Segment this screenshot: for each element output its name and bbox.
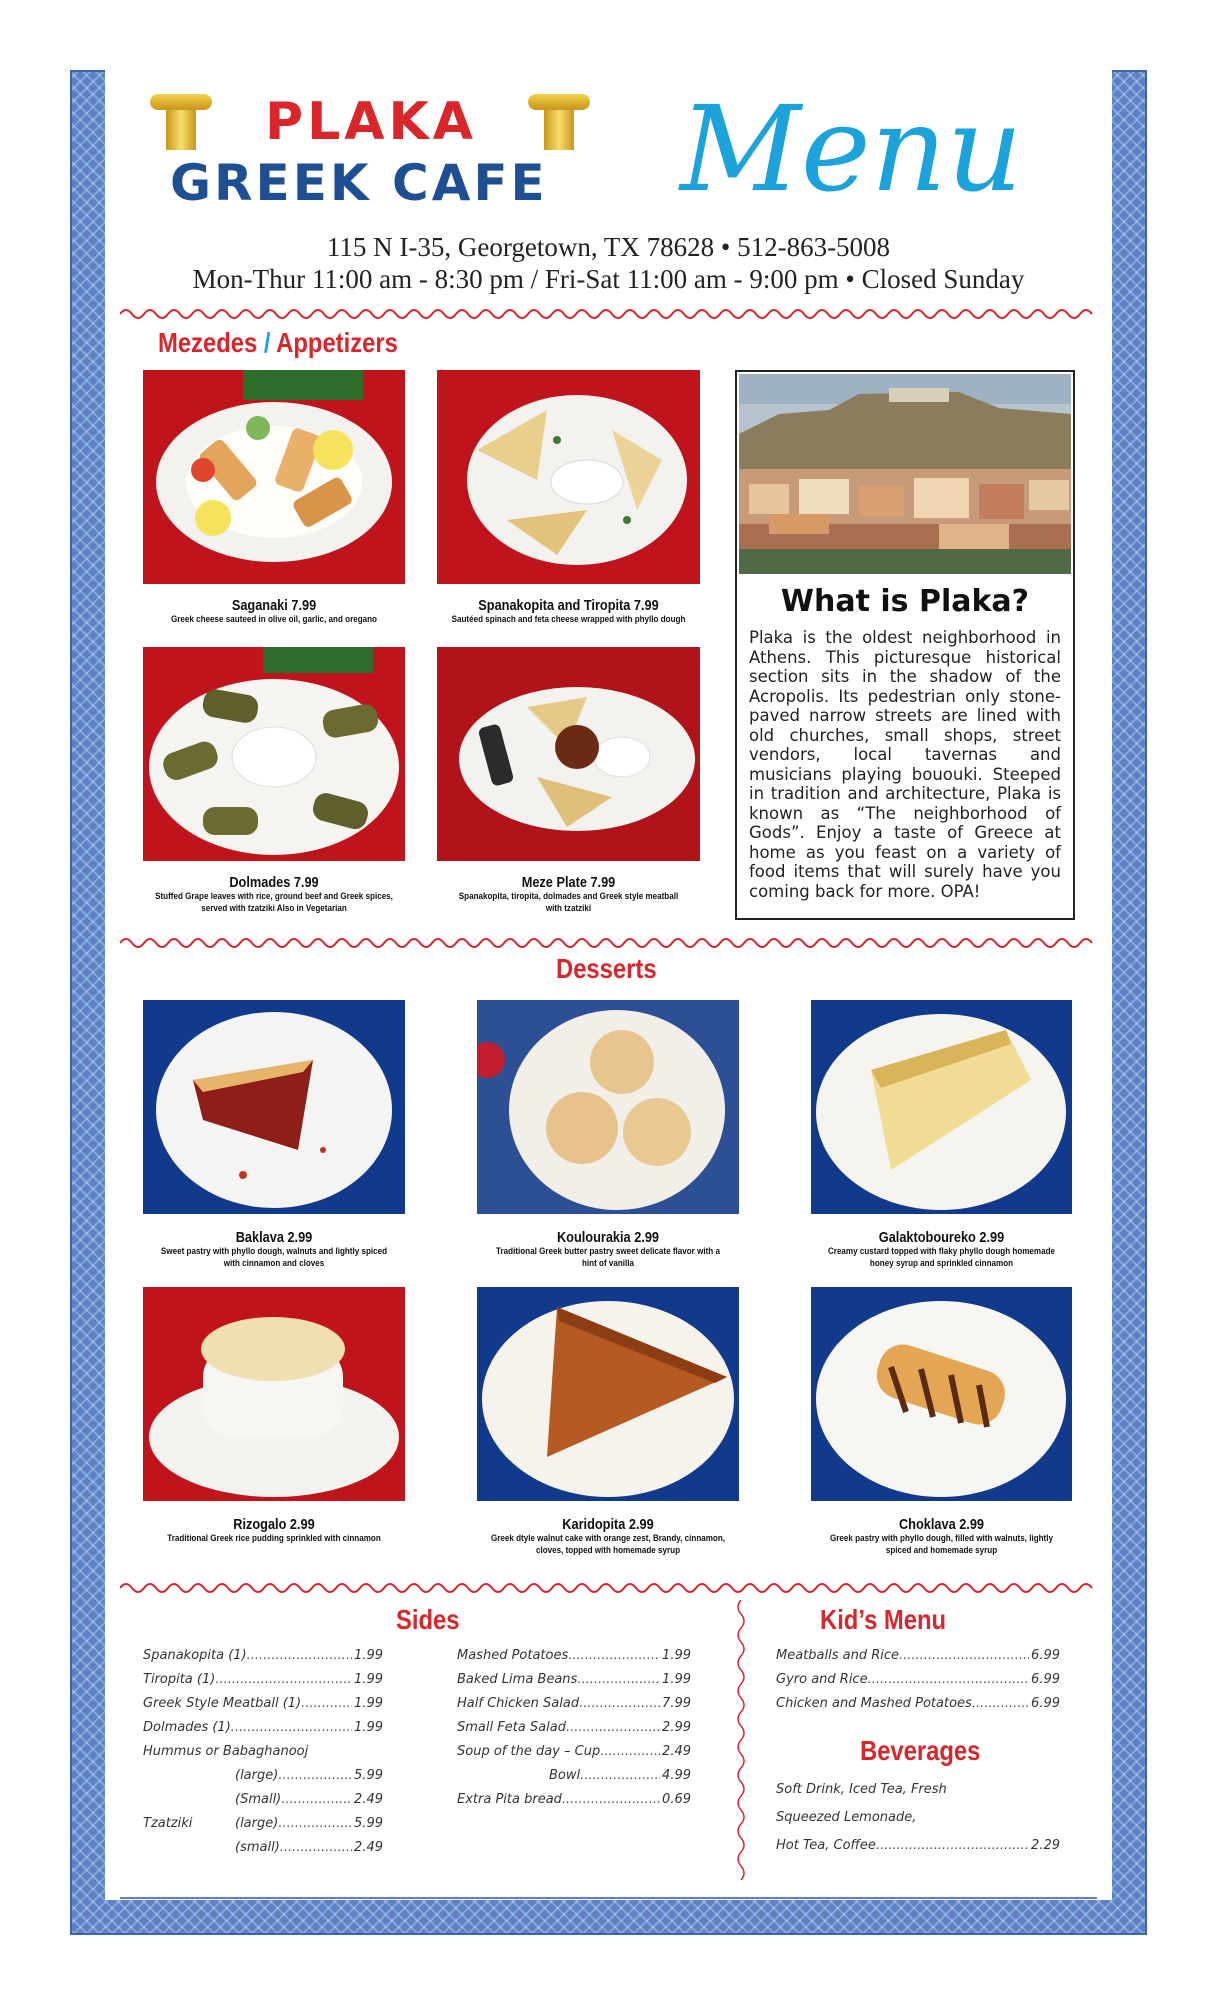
sides-title: Sides [396,1604,460,1635]
item-description: Sweet pastry with phyllo dough, walnuts and lightly spiced with cinnamon and cloves [160,1246,388,1269]
row-label: (Small) [235,1792,282,1807]
menu-row [143,1764,383,1788]
menu-row [143,1716,383,1740]
item-description: Greek cheese sauteed in olive oil, garlic, and oregano [171,614,377,625]
choklava-caption [801,1516,1082,1557]
menu-row [143,1836,383,1860]
row-label: Gyro and Rice [776,1672,868,1687]
item-name: Galaktoboureko 2.99 [878,1229,1005,1246]
kids-menu-title: Kid’s Menu [820,1604,947,1635]
galaktoboureko-caption [801,1229,1082,1270]
row-label: Hummus or Babaghanooj [143,1744,309,1759]
row-label: Mashed Potatoes [457,1648,569,1663]
row-label: (small) [235,1840,280,1855]
baklava-photo [143,1000,405,1214]
item-description: Greek pastry with phyllo dough, filled with walnuts, lightly spiced and homemade syrup [830,1533,1053,1556]
wave-divider [120,1580,1097,1596]
logo-line1: PLAKA [265,92,478,152]
rizogalo-caption [133,1516,415,1545]
menu-row [776,1644,1060,1668]
item-description: Creamy custard topped with flaky phyllo dough homemade honey syrup and sprinkled cinnamon [827,1246,1056,1269]
item-name: Dolmades 7.99 [229,874,319,891]
row-price: 5.99 [354,1816,383,1831]
row-price: 5.99 [354,1768,383,1783]
item-description: Stuffed Grape leaves with rice, ground beef and Greek spices, served with tzatziki Also in Vegetarian [155,891,393,914]
galaktoboureko-photo [811,1000,1072,1214]
row-label: Chicken and Mashed Potatoes [776,1696,972,1711]
row-label: Half Chicken Salad [457,1696,580,1711]
meze-plate-photo [437,647,700,861]
menu-row [776,1668,1060,1692]
row-label: Greek Style Meatball (1) [143,1696,302,1711]
item-description: Traditional Greek rice pudding sprinkled with cinnamon [167,1533,381,1544]
wave-divider [120,306,1097,322]
item-name: Karidopita 2.99 [562,1516,654,1533]
menu-row [143,1812,383,1836]
row-label: Tiropita (1) [143,1672,216,1687]
dolmades-photo [143,647,405,861]
column-right-icon [528,94,590,152]
meze-plate-caption [437,874,700,915]
row-price: 4.99 [662,1768,691,1783]
karidopita-photo [477,1287,739,1501]
menu-row [776,1832,1060,1860]
plaka-description: Plaka is the oldest neighborhood in Athens. This picturesque historical section sits in the shadow of the Acropolis. Its pedestrian only stone-paved narrow streets are lined with old churches, small shops, street vendors, local tavernas and musicians playing bououki. Steeped in tradition and architecture, Plaka is known as “The neighborhood of Gods”. Enjoy a taste of Greece at home as you feast on a variety of food items that will surely have you coming back for more. OPA! [749,628,1061,901]
vertical-wave-divider [735,1600,747,1880]
column-left-icon [150,94,212,152]
row-label: Small Feta Salad [457,1720,566,1735]
menu-row [457,1764,691,1788]
row-label: (large) [235,1816,279,1831]
row-price: 1.99 [662,1672,691,1687]
logo-line2: GREEK CAFE [170,154,548,212]
dolmades-caption [133,874,415,915]
menu-row [143,1692,383,1716]
bottom-rule [120,1897,1097,1899]
row-label: Meatballs and Rice [776,1648,900,1663]
wave-divider [120,935,1097,951]
row-label: Dolmades (1) [143,1720,231,1735]
kids-menu-list [776,1644,1060,1716]
koulourakia-photo [477,1000,739,1214]
beverage-line: Squeezed Lemonade, [776,1810,917,1825]
row-label: Soup of the day – Cup [457,1744,601,1759]
menu-row [457,1644,691,1668]
plaka-athens-photo [739,374,1071,574]
row-price: 6.99 [1031,1648,1060,1663]
row-label: Baked Lima Beans [457,1672,578,1687]
item-name: Koulourakia 2.99 [556,1229,660,1246]
menu-row [143,1644,383,1668]
saganaki-caption [123,597,425,626]
beverages-title: Beverages [860,1735,981,1766]
menu-row [457,1788,691,1812]
row-price: 1.99 [354,1720,383,1735]
row-label: Spanakopita (1) [143,1648,247,1663]
row-price: 2.29 [1031,1838,1060,1853]
sides-list-right [457,1644,691,1812]
item-name: Rizogalo 2.99 [233,1516,315,1533]
row-price: 1.99 [354,1696,383,1711]
karidopita-caption [467,1516,749,1557]
menu-row [457,1740,691,1764]
menu-row [457,1668,691,1692]
saganaki-photo [143,370,405,584]
row-price: 2.49 [354,1792,383,1807]
baklava-caption [133,1229,415,1270]
opening-hours: Mon-Thur 11:00 am - 8:30 pm / Fri-Sat 11:00 am - 9:00 pm • Closed Sunday [192,264,1025,294]
beverage-line: Soft Drink, Iced Tea, Fresh [776,1782,947,1797]
desserts-title: Desserts [556,953,657,984]
spanakopita-photo [437,370,700,584]
menu-row [457,1692,691,1716]
logo [150,92,590,222]
row-price: 2.49 [662,1744,691,1759]
menu-row [143,1740,383,1764]
address: 115 N I-35, Georgetown, TX 78628 • 512-863-5008 [326,232,891,262]
row-price: 1.99 [662,1648,691,1663]
beverages-list [776,1776,1060,1860]
item-description: Traditional Greek butter pastry sweet delicate flavor with a hint of vanilla [496,1246,720,1269]
item-description: Greek dtyle walnut cake with orange zest, Brandy, cinnamon, cloves, topped with homemade syrup [490,1533,726,1556]
row-price: 7.99 [662,1696,691,1711]
menu-row [143,1668,383,1692]
row-label: Tzatziki [143,1816,193,1831]
rizogalo-photo [143,1287,405,1501]
row-price: 2.99 [662,1720,691,1735]
what-is-plaka-box [735,370,1075,920]
menu-row [457,1716,691,1740]
menu-row [776,1692,1060,1716]
row-price: 1.99 [354,1672,383,1687]
menu-title: Menu [680,80,1023,218]
plaka-heading: What is Plaka? [780,584,1030,619]
row-price: 6.99 [1031,1672,1060,1687]
spanakopita-caption [417,597,720,626]
row-label: (large) [235,1768,279,1783]
item-name: Meze Plate 7.99 [521,874,616,891]
row-price: 1.99 [354,1648,383,1663]
item-name: Baklava 2.99 [235,1229,313,1246]
item-name: Saganaki 7.99 [231,597,317,614]
row-price: 2.49 [354,1840,383,1855]
row-label: Extra Pita bread [457,1792,562,1807]
item-description: Spanakopita, tiropita, dolmades and Greek style meatball with tzatziki [458,891,679,914]
row-label: Bowl [549,1768,581,1783]
row-label: Hot Tea, Coffee [776,1838,876,1853]
appetizers-title: Mezedes / Appetizers [158,327,398,358]
choklava-photo [811,1287,1072,1501]
item-name: Spanakopita and Tiropita 7.99 [478,597,659,614]
menu-row [143,1788,383,1812]
item-name: Choklava 2.99 [898,1516,985,1533]
row-price: 6.99 [1031,1696,1060,1711]
koulourakia-caption [467,1229,749,1270]
item-description: Sautéed spinach and feta cheese wrapped with phyllo dough [451,614,686,625]
row-price: 0.69 [662,1792,691,1807]
